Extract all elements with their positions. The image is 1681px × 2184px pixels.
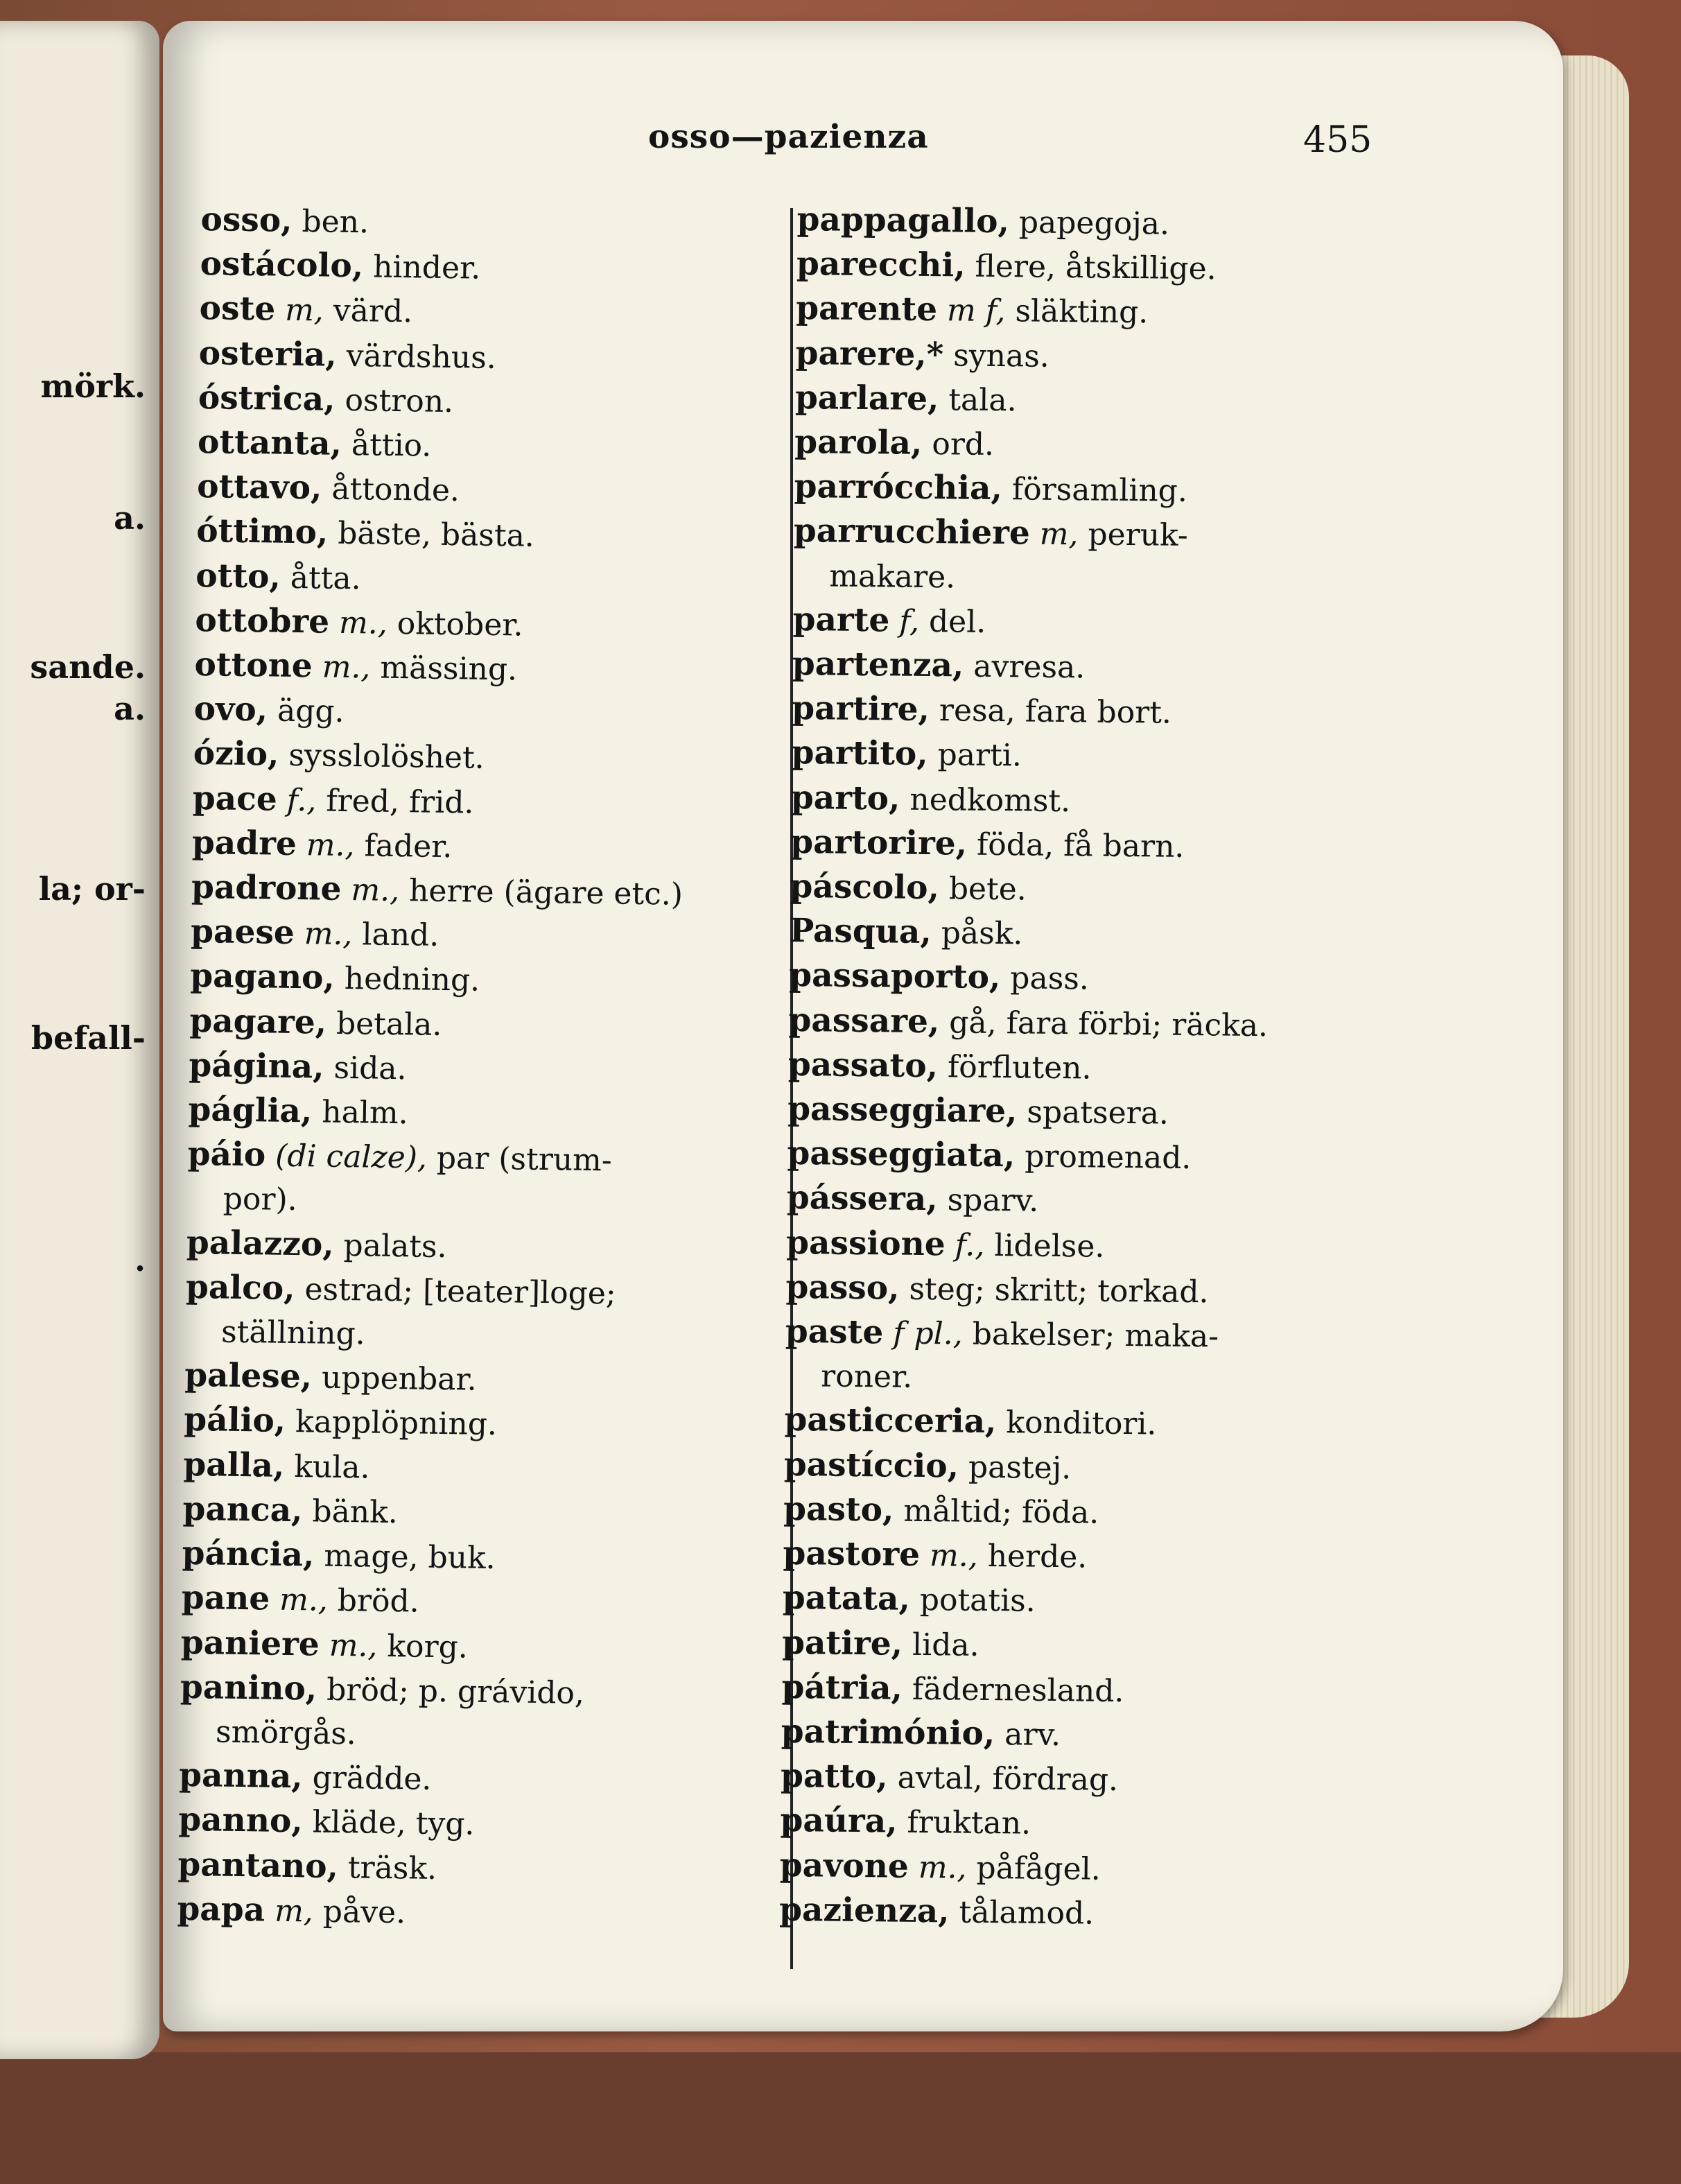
entry-definition: fruktan. [907,1805,1031,1841]
entry-headword: paste [785,1312,884,1352]
entry-definition: åtta. [290,560,362,596]
entry-headword: pazienza, [778,1890,950,1931]
dictionary-entry [180,1620,805,1674]
entry-headword: paniere [180,1623,320,1664]
entry-headword: parrócchia, [794,467,1003,508]
entry-definition: land. [362,917,439,954]
entry-headword: otto, [195,556,281,596]
dictionary-entry [779,1843,1404,1894]
entry-definition: fädernesland. [912,1671,1124,1709]
dictionary-entry [784,1398,1409,1449]
entry-headword: pátria, [781,1667,903,1708]
entry-definition: ostron. [345,382,454,419]
entry-definition: tålamod. [959,1894,1095,1932]
entry-definition: nedkomst. [909,781,1071,819]
entry-headword: pavone [779,1846,909,1886]
entry-grammar: f., [286,782,317,819]
entry-headword: palese, [184,1356,313,1396]
entry-headword: parrucchiere [793,512,1031,553]
entry-headword: passeggiare, [787,1089,1018,1131]
entry-definition: lida. [912,1627,979,1663]
entry-headword: panino, [180,1667,317,1708]
dictionary-entry [783,1487,1408,1539]
entry-headword: passato, [787,1045,939,1086]
dictionary-entry [789,953,1413,1005]
dictionary-entry [790,865,1414,916]
entry-headword: página, [189,1046,324,1086]
dictionary-entry [190,954,815,1007]
entry-definition: betala. [336,1005,442,1043]
entry-headword: parola, [794,422,923,462]
entry-headword: ottone [194,645,313,686]
entry-headword: páscolo, [790,867,940,908]
entry-definition: värd. [333,293,413,330]
entry-headword: passeggiata, [787,1134,1016,1175]
entry-headword: pagare, [189,1001,327,1042]
entry-continuation: ställning. [220,1314,366,1352]
entry-definition: åttio. [351,427,432,464]
dictionary-entry [199,286,824,340]
entry-headword: parente [796,289,938,329]
dictionary-entry [178,1798,803,1851]
dictionary-entry [781,1665,1406,1717]
entry-definition: kula. [293,1448,370,1486]
entry-headword: ottanta, [197,422,342,463]
dictionary-entry [788,1043,1413,1094]
entry-headword: palco, [185,1267,295,1308]
entry-definition: påfågel. [976,1850,1101,1887]
running-head: osso—pazienza [648,118,929,156]
dictionary-entry [184,1398,808,1451]
entry-definition: potatis. [919,1582,1036,1620]
entry-headword: pastíccio, [783,1445,959,1486]
entry-headword: pagano, [189,957,336,998]
dictionary-entry [787,1087,1412,1138]
entry-continuation: roner. [820,1358,913,1396]
entry-definition: bänk. [312,1493,399,1531]
entry-definition: fred, frid. [326,783,474,821]
entry-definition: påsk. [941,915,1023,952]
previous-page-fragment: a. [114,690,146,727]
entry-definition: sysslolöshet. [288,738,485,777]
previous-page-fragment: befall- [31,1019,146,1057]
entry-grammar: f, [899,603,920,639]
dictionary-entry [785,1265,1410,1317]
entry-definition: släkting. [1015,293,1149,331]
entry-definition: peruk- [1088,517,1189,554]
entry-headword: partito, [791,734,928,774]
entry-definition: ord. [932,426,995,463]
entry-headword: patata, [782,1579,911,1619]
dictionary-entry [795,331,1420,383]
entry-definition: oktober. [397,605,523,643]
dictionary-entry [792,686,1416,738]
entry-definition: promenad. [1024,1138,1192,1177]
dictionary-entry [193,731,817,785]
entry-grammar: m., [304,916,353,953]
entry-definition: gå, fara förbi; räcka. [949,1005,1269,1043]
entry-grammar: m., [351,872,400,909]
entry-headword: partire, [791,689,930,729]
entry-headword: patto, [780,1756,888,1796]
dictionary-entry [790,909,1414,960]
entry-grammar: m, [274,1893,314,1930]
entry-definition: korg. [387,1628,469,1665]
left-column [177,198,825,1940]
dictionary-entry [783,1532,1407,1583]
previous-page-fragment: sande. [30,648,146,686]
entry-headword: oste [199,289,276,329]
entry-definition: resa, fara bort. [939,693,1172,731]
entry-headword: partenza, [792,644,964,685]
dictionary-entry [785,1310,1410,1361]
entry-grammar: m, [284,293,324,329]
entry-definition: hedning. [344,961,480,999]
entry-definition: tala. [948,382,1017,419]
entry-headword: pappagallo, [796,200,1010,241]
entry-grammar: m., [338,605,388,641]
entry-headword: padre [191,823,297,863]
entry-definition: sida. [333,1050,407,1087]
entry-definition: föda, få barn. [976,826,1185,865]
entry-definition: fader. [364,828,453,865]
entry-definition: del. [928,603,986,640]
previous-page-fragment: la; or- [38,870,146,908]
dictionary-entry [787,1132,1411,1183]
entry-definition: bäste, bästa. [337,516,535,555]
entry-grammar: m., [306,827,355,864]
entry-headword: páncia, [182,1534,315,1575]
entry-continuation: por). [223,1181,298,1218]
entry-headword: óstrica, [198,378,336,419]
dictionary-entry [196,509,821,562]
entry-grammar: m, [1039,517,1079,553]
entry-headword: panno, [177,1801,304,1841]
entry-headword: padrone [191,867,342,908]
previous-page-fragment: mörk. [40,367,146,405]
entry-definition: bete. [948,871,1027,908]
dictionary-entry [791,776,1416,827]
entry-definition: grädde. [312,1760,432,1797]
entry-headword: óttimo, [195,512,329,553]
entry-headword: parecchi, [796,245,966,285]
entry-grammar: m., [322,649,371,686]
entry-headword: partorire, [790,822,968,863]
entry-definition: kapplöpning. [295,1404,498,1443]
entry-definition: parti. [937,737,1022,774]
dictionary-entry [195,554,820,607]
entry-headword: paese [190,912,295,953]
entry-headword: panca, [182,1489,303,1530]
entry-headword: pane [181,1579,270,1618]
dictionary-entry [782,1620,1406,1672]
dictionary-entry [781,1710,1405,1761]
entry-grammar: m., [929,1538,978,1574]
entry-definition: mässing. [380,650,518,688]
entry-definition: ägg. [277,693,345,730]
dictionary-entry [796,286,1420,338]
entry-headword: património, [781,1712,995,1753]
entry-definition: spatsera. [1027,1094,1169,1132]
dictionary-entry [181,1576,805,1629]
entry-definition: estrad; [teater]loge; [304,1272,617,1312]
dictionary-entry [783,1576,1407,1627]
entry-headword: passo, [785,1267,900,1308]
entry-definition: flere, åtskillige. [975,248,1217,287]
previous-page-fragment: a. [114,499,146,537]
entry-headword: paúra, [780,1801,898,1841]
page-number: 455 [1303,119,1373,161]
entry-definition: pass. [1010,960,1090,997]
previous-page-fragment: . [134,1241,146,1279]
entry-definition: församling. [1011,471,1188,510]
entry-definition: mage, buk. [324,1538,496,1577]
dictionary-entry [794,465,1418,516]
entry-grammar: f., [955,1227,985,1263]
entry-definition: måltid; föda. [903,1493,1099,1531]
entry-headword: palazzo, [186,1223,335,1264]
entry-definition: palats. [343,1227,447,1265]
entry-headword: palla, [183,1445,285,1485]
dictionary-entry [177,1887,801,1940]
dictionary-entry [781,1754,1405,1805]
dictionary-entry [795,376,1420,427]
entry-headword: parlare, [794,378,939,418]
dictionary-entry [794,509,1418,560]
entry-definition: avresa. [973,648,1086,686]
entry-grammar: m., [918,1849,967,1886]
entry-grammar: m f, [946,293,1006,329]
entry-grammar: m., [329,1627,378,1664]
entry-headword: pálio, [184,1401,286,1441]
entry-headword: páio [187,1135,266,1175]
entry-headword: pássera, [786,1179,938,1219]
entry-headword: pace [192,779,278,819]
entry-definition: ben. [302,204,369,241]
dictionary-entry [794,420,1419,471]
entry-definition: bröd; p. grávido, [326,1672,585,1711]
entry-definition: synas. [952,337,1050,374]
entry-grammar: f pl., [892,1315,963,1352]
dictionary-entry [788,998,1413,1050]
entry-definition: herre (ägare etc.) [408,873,683,912]
entry-headword: passare, [788,1000,940,1041]
entry-headword: pantano, [177,1845,339,1886]
entry-grammar: (di calze), [275,1138,428,1176]
entry-definition: avtal, fördrag. [897,1760,1119,1799]
dictionary-entry [790,820,1415,872]
dictionary-entry [198,331,823,385]
entry-headword: ostácolo, [200,245,364,286]
entry-continuation: makare. [829,558,956,596]
entry-headword: passione [785,1223,946,1263]
dictionary-entry [177,1842,802,1896]
entry-headword: osso, [200,200,293,240]
dictionary-entry [780,1799,1404,1850]
entry-headword: patire, [781,1623,903,1663]
entry-definition: bakelser; maka- [972,1316,1219,1355]
entry-definition: bröd. [337,1583,420,1620]
entry-definition: pastej. [968,1449,1072,1486]
entry-definition: åttonde. [331,471,460,509]
entry-definition: träsk. [347,1849,437,1887]
entry-headword: panna, [178,1756,304,1796]
entry-continuation: smörgås. [215,1714,357,1752]
entry-definition: halm. [321,1094,409,1132]
entry-definition: par (strum- [436,1141,613,1179]
entry-headword: pastore [783,1534,921,1575]
entry-headword: ottobre [195,600,330,641]
entry-definition: uppenbar. [321,1360,478,1398]
entry-headword: parere,* [795,333,944,374]
entry-definition: påve. [322,1893,406,1931]
entry-definition: sparv. [947,1182,1039,1220]
entry-grammar: m., [279,1582,329,1619]
entry-definition: förfluten. [947,1049,1092,1086]
previous-page [0,21,159,2059]
entry-definition: papegoja. [1018,205,1170,242]
dictionary-entry [796,242,1421,293]
entry-headword: ózio, [193,734,279,774]
dictionary-entry [786,1221,1411,1272]
dictionary-entry [792,642,1417,693]
entry-headword: pasto, [783,1489,894,1529]
entry-headword: ottavo, [196,467,322,508]
dictionary-entry [791,731,1416,782]
book-cover-bottom [0,2052,1681,2184]
dictionary-entry [779,1888,1404,1939]
dictionary-entry [792,598,1417,649]
entry-headword: pasticceria, [784,1401,997,1441]
entry-definition: herde. [987,1539,1088,1575]
entry-definition: lidelse. [994,1227,1105,1265]
right-column [779,198,1421,1939]
entry-definition: värdshus. [346,338,497,376]
dictionary-entry [784,1443,1409,1494]
dictionary-entry [796,198,1421,249]
entry-headword: parte [792,600,890,640]
entry-definition: kläde, tyg. [312,1804,475,1843]
dictionary-entry [787,1176,1411,1227]
entry-headword: páglia, [188,1090,313,1131]
entry-headword: ovo, [193,690,268,729]
entry-headword: osteria, [198,333,338,374]
entry-definition: steg; skritt; torkad. [909,1271,1209,1310]
entry-headword: parto, [790,778,900,818]
entry-definition: arv. [1004,1717,1061,1753]
entry-headword: Pasqua, [789,912,932,952]
entry-definition: hinder. [372,249,481,286]
entry-headword: papa [177,1889,265,1930]
entry-headword: passaporto, [788,956,1001,997]
entry-definition: konditori. [1006,1405,1157,1443]
